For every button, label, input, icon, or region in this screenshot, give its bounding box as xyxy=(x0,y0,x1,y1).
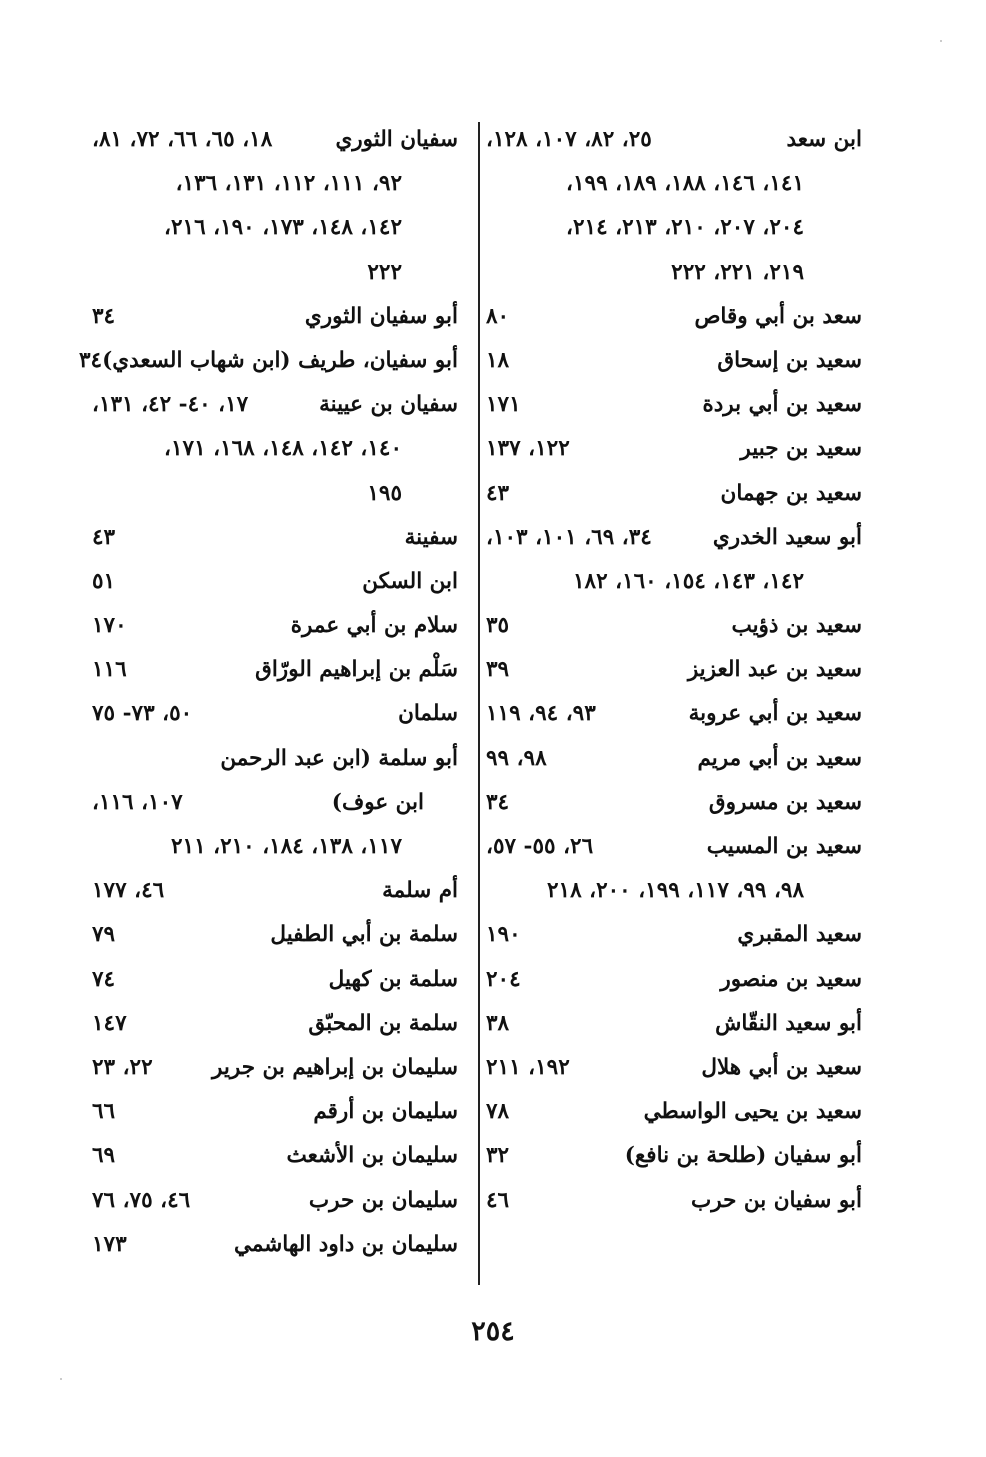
index-entry xyxy=(478,825,868,869)
entry-name: سعيد بن المسيب xyxy=(706,834,862,859)
entry-pages: ١٨ xyxy=(486,347,510,373)
entry-pages: ٤٣ xyxy=(486,480,510,506)
index-entry xyxy=(84,869,464,913)
index-entry xyxy=(84,958,464,1002)
entry-name: سعيد بن جهمان xyxy=(720,480,862,506)
entry-pages: ٣٥ xyxy=(486,613,510,639)
entry-name: أبو سفيان بن حرب xyxy=(691,1187,862,1213)
entry-name: سفيان بن عيينة xyxy=(319,392,458,418)
index-column-left xyxy=(78,118,464,1267)
entry-pages: ٣٤، ٦٩، ١٠١، ١٠٣، xyxy=(486,524,652,550)
entry-pages: ٤٦ xyxy=(486,1187,510,1213)
index-entry xyxy=(478,604,868,648)
entry-name: أبو سعيد النقّاش xyxy=(715,1010,862,1036)
index-entry xyxy=(84,913,464,957)
entry-name: أبو سعيد الخدري xyxy=(712,524,862,550)
entry-name: سلام بن أبي عمرة xyxy=(290,613,458,639)
entry-name: سعيد المقبري xyxy=(737,922,862,948)
entry-pages: ١٧، ٤٠- ٤٢، ١٣١، xyxy=(92,392,249,418)
index-entry xyxy=(84,1134,464,1178)
entry-pages: ١١٧، ١٣٨، ١٨٤، ٢١٠، ٢١١ xyxy=(170,834,402,859)
entry-name: سعيد بن يحيى الواسطي xyxy=(643,1099,862,1125)
entry-pages: ٣٤ xyxy=(92,303,116,329)
entry-pages: ٧٤ xyxy=(92,966,116,992)
index-entry xyxy=(478,516,868,560)
entry-pages: ٢٥، ٨٢، ١٠٧، ١٢٨، xyxy=(486,127,652,152)
entry-pages: ٣٤ xyxy=(486,789,510,815)
entry-name: سفيان الثوري xyxy=(335,127,458,152)
entry-name: أبو سلمة (ابن عبد الرحمن xyxy=(220,745,458,771)
entry-pages: ١٩٠ xyxy=(486,922,521,948)
entry-pages: ٦٦ xyxy=(92,1099,116,1125)
entry-pages: ١٩٢، ٢١١ xyxy=(486,1054,570,1080)
index-entry xyxy=(478,472,868,516)
entry-pages: ١٤٧ xyxy=(92,1010,127,1036)
scan-speck xyxy=(60,1378,62,1380)
index-entry xyxy=(84,516,464,560)
index-entry xyxy=(478,1002,868,1046)
entry-pages: ٢٢، ٢٣ xyxy=(92,1054,153,1080)
entry-name: سَلْم بن إبراهيم الورّاق xyxy=(255,657,458,683)
entry-name: ابن السكن xyxy=(362,568,458,594)
index-entry xyxy=(84,781,464,825)
index-entry xyxy=(478,1090,868,1134)
entry-pages: ٧٨ xyxy=(486,1099,510,1125)
index-entry-continuation xyxy=(478,162,868,206)
entry-name: سعيد بن أبي بردة xyxy=(702,392,862,418)
entry-pages: ٣٨ xyxy=(486,1010,510,1036)
index-entry-continuation xyxy=(84,251,464,295)
entry-pages: ١٢٢، ١٣٧ xyxy=(486,436,570,462)
entry-name: سلمة بن أبي الطفيل xyxy=(270,922,458,948)
entry-pages: ٣٢ xyxy=(486,1143,510,1169)
page-number: ٢٥٤ xyxy=(471,1316,515,1347)
entry-name: سعيد بن مسروق xyxy=(708,789,862,815)
index-entry xyxy=(84,1223,464,1267)
index-entry xyxy=(84,604,464,648)
index-entry xyxy=(478,958,868,1002)
entry-pages: ٦٩ xyxy=(92,1143,116,1169)
entry-pages: ١١٦ xyxy=(92,657,127,683)
index-entry xyxy=(84,1090,464,1134)
entry-pages: ٤٦، ١٧٧ xyxy=(92,878,165,904)
index-entry xyxy=(478,913,868,957)
entry-pages: ٩٨، ٩٩، ١١٧، ١٩٩، ٢٠٠، ٢١٨ xyxy=(546,878,804,904)
entry-pages: ٩٨، ٩٩ xyxy=(486,745,547,771)
index-entry xyxy=(84,1046,464,1090)
index-entry-continuation xyxy=(84,825,464,869)
index-entry-continuation xyxy=(84,206,464,250)
index-entry xyxy=(478,339,868,383)
entry-name: سعيد بن عبد العزيز xyxy=(687,657,862,683)
entry-name: سفينة xyxy=(404,524,458,550)
index-entry xyxy=(478,648,868,692)
entry-name: سليمان بن أرقم xyxy=(313,1099,458,1125)
entry-name: سليمان بن حرب xyxy=(308,1187,458,1213)
index-entry xyxy=(84,560,464,604)
entry-pages: ٢٠٤، ٢٠٧، ٢١٠، ٢١٣، ٢١٤، xyxy=(566,215,804,241)
index-entry xyxy=(84,648,464,692)
entry-pages: ٢٦، ٥٥- ٥٧، xyxy=(486,834,594,859)
entry-name: سعيد بن أبي عروبة xyxy=(688,701,862,727)
entry-name: سعيد بن منصور xyxy=(720,966,862,992)
entry-name: أم سلمة xyxy=(382,878,458,904)
entry-pages: ١٤١، ١٤٦، ١٨٨، ١٨٩، ١٩٩، xyxy=(566,171,804,197)
index-entry xyxy=(478,295,868,339)
entry-name: سعيد بن ذؤيب xyxy=(731,613,862,639)
index-entry xyxy=(84,1179,464,1223)
entry-name: ابن سعد xyxy=(786,127,862,152)
entry-pages: ٨٠ xyxy=(486,303,510,329)
index-entry-continuation xyxy=(478,560,868,604)
index-column-right xyxy=(478,118,868,1223)
entry-pages: ١٤٢، ١٤٣، ١٥٤، ١٦٠، ١٨٢ xyxy=(572,568,804,594)
index-entry xyxy=(478,1046,868,1090)
entry-pages: ١٧٣ xyxy=(92,1231,127,1257)
entry-pages: ٤٣ xyxy=(92,524,116,550)
index-entry xyxy=(478,1134,868,1178)
entry-pages: ١٤٠، ١٤٢، ١٤٨، ١٦٨، ١٧١، xyxy=(164,436,402,462)
index-entry-continuation xyxy=(478,869,868,913)
index-entry xyxy=(84,118,464,162)
entry-pages: ٣٩ xyxy=(486,657,510,683)
entry-name: أبو سفيان (طلحة بن نافع) xyxy=(624,1143,862,1169)
entry-pages: ٢٢٢ xyxy=(367,259,402,285)
scan-speck xyxy=(940,40,942,42)
entry-pages: ١٤٢، ١٤٨، ١٧٣، ١٩٠، ٢١٦، xyxy=(164,215,402,241)
entry-name: سلمان xyxy=(398,701,458,727)
index-entry-continuation xyxy=(84,427,464,471)
entry-pages: ١٠٧، ١١٦، xyxy=(92,789,183,815)
entry-name: ابن عوف) xyxy=(331,789,424,815)
entry-pages: ١٨، ٦٥، ٦٦، ٧٢، ٨١، xyxy=(92,127,273,152)
entry-pages: ٩٣، ٩٤، ١١٩ xyxy=(486,701,596,727)
entry-name: سليمان بن إبراهيم بن جرير xyxy=(212,1054,458,1080)
entry-pages: ٢٠٤ xyxy=(486,966,521,992)
entry-pages: ١٧١ xyxy=(486,392,521,418)
index-entry xyxy=(478,737,868,781)
index-entry xyxy=(478,427,868,471)
entry-name: سليمان بن داود الهاشمي xyxy=(233,1231,458,1257)
index-entry xyxy=(84,1002,464,1046)
entry-pages: ٥٠، ٧٣- ٧٥ xyxy=(92,701,193,727)
entry-name: سعد بن أبي وقاص xyxy=(694,303,862,329)
entry-name: أبو سفيان، طريف (ابن شهاب السعدي)٣٤ xyxy=(78,347,458,373)
entry-pages: ٧٩ xyxy=(92,922,116,948)
entry-pages: ٥١ xyxy=(92,568,116,594)
entry-name: أبو سفيان الثوري xyxy=(304,303,458,329)
index-entry xyxy=(78,339,464,383)
index-entry xyxy=(478,118,868,162)
index-entry xyxy=(478,1179,868,1223)
entry-name: سعيد بن إسحاق xyxy=(717,347,862,373)
index-entry xyxy=(478,781,868,825)
index-entry xyxy=(84,383,464,427)
entry-pages: ١٩٥ xyxy=(367,480,402,506)
entry-pages: ٢١٩، ٢٢١، ٢٢٢ xyxy=(671,259,804,285)
index-entry-continuation xyxy=(478,251,868,295)
entry-name: سلمة بن كهيل xyxy=(328,966,458,992)
entry-pages: ١٧٠ xyxy=(92,613,127,639)
index-entry-continuation xyxy=(84,162,464,206)
column-divider xyxy=(478,122,480,1285)
index-entry-continuation xyxy=(84,472,464,516)
entry-pages: ٩٢، ١١١، ١١٢، ١٣١، ١٣٦، xyxy=(175,171,402,197)
index-entry-continuation xyxy=(478,206,868,250)
entry-name: سلمة بن المحبّق xyxy=(308,1010,458,1036)
index-entry xyxy=(84,737,464,781)
entry-pages: ٤٦، ٧٥، ٧٦ xyxy=(92,1187,191,1213)
index-entry xyxy=(478,692,868,736)
index-entry xyxy=(478,383,868,427)
entry-name: سليمان بن الأشعث xyxy=(286,1143,458,1169)
index-entry xyxy=(84,692,464,736)
entry-name: سعيد بن جبير xyxy=(740,436,862,462)
entry-name: سعيد بن أبي مريم xyxy=(697,745,862,771)
index-entry xyxy=(84,295,464,339)
entry-name: سعيد بن أبي هلال xyxy=(701,1054,862,1080)
